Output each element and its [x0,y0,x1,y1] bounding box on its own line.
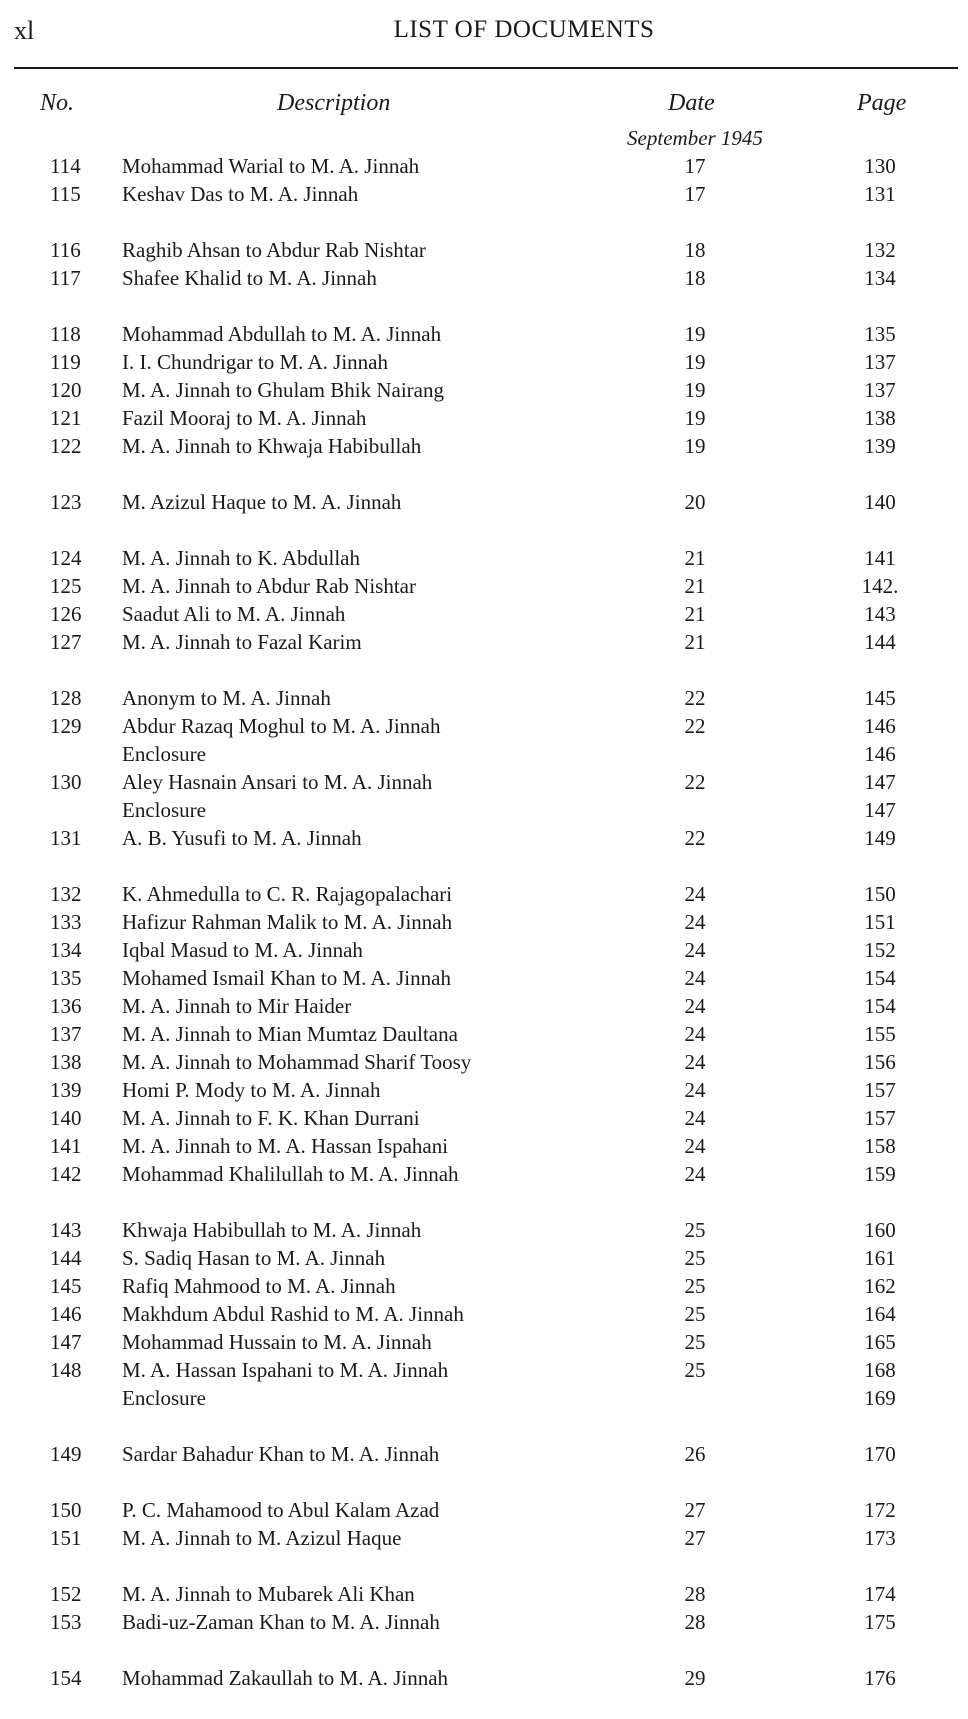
row-description: Saadut Ali to M. A. Jinnah [122,602,346,626]
row-number: 147 [50,1330,82,1354]
row-number: 121 [50,406,82,430]
row-description: M. A. Jinnah to Abdur Rab Nishtar [122,574,416,598]
column-header-description: Description [277,90,391,116]
row-description: Sardar Bahadur Khan to M. A. Jinnah [122,1442,440,1466]
row-date: 19 [684,322,706,346]
row-date: 28 [684,1582,706,1606]
row-page: 132 [864,238,896,262]
table-row [0,908,968,936]
row-page: 139 [864,434,896,458]
table-row [0,824,968,852]
row-date: 24 [684,1106,706,1130]
column-header-date: Date [668,90,715,116]
table-row [0,488,968,516]
page-title: LIST OF DOCUMENTS [393,16,655,43]
row-number: 116 [50,238,81,262]
table-row [0,1580,968,1608]
table-row [0,1300,968,1328]
row-date: 17 [684,182,706,206]
table-row [0,936,968,964]
row-description: M. A. Jinnah to Mohammad Sharif Toosy [122,1050,472,1074]
row-page: 168 [864,1358,896,1382]
table-row [0,376,968,404]
table-row [0,1104,968,1132]
table-row [0,152,968,180]
row-number: 134 [50,938,82,962]
row-number: 127 [50,630,82,654]
row-description: Aley Hasnain Ansari to M. A. Jinnah [122,770,433,794]
table-row [0,600,968,628]
row-number: 151 [50,1526,82,1550]
row-date: 25 [684,1246,706,1270]
row-page: 175 [864,1610,896,1634]
row-date: 24 [684,1022,706,1046]
document-list [0,152,968,1692]
row-description: Fazil Mooraj to M. A. Jinnah [122,406,367,430]
table-row [0,1440,968,1468]
row-description: I. I. Chundrigar to M. A. Jinnah [122,350,388,374]
row-number: 148 [50,1358,82,1382]
row-page: 169 [864,1386,896,1410]
row-description: Enclosure [122,1386,206,1410]
row-number: 140 [50,1106,82,1130]
table-row [0,1356,968,1384]
row-date: 22 [684,826,706,850]
row-description: M. A. Jinnah to K. Abdullah [122,546,361,570]
table-row [0,1384,968,1412]
row-number: 152 [50,1582,82,1606]
row-date: 24 [684,938,706,962]
row-page: 143 [864,602,896,626]
row-page: 142. [861,574,899,598]
row-page: 158 [864,1134,896,1158]
row-description: Shafee Khalid to M. A. Jinnah [122,266,377,290]
table-row [0,348,968,376]
row-page: 154 [864,994,896,1018]
row-number: 136 [50,994,82,1018]
row-page: 154 [864,966,896,990]
row-date: 22 [684,686,706,710]
table-row [0,684,968,712]
row-page: 137 [864,350,896,374]
table-row [0,1496,968,1524]
row-page: 173 [864,1526,896,1550]
row-page: 134 [864,266,896,290]
row-description: Hafizur Rahman Malik to M. A. Jinnah [122,910,453,934]
row-page: 138 [864,406,896,430]
table-row [0,572,968,600]
row-page: 159 [864,1162,896,1186]
row-description: Mohamed Ismail Khan to M. A. Jinnah [122,966,451,990]
row-page: 147 [864,770,896,794]
row-description: M. A. Jinnah to Mian Mumtaz Daultana [122,1022,458,1046]
row-date: 21 [684,630,706,654]
row-date: 25 [684,1358,706,1382]
row-date: 21 [684,546,706,570]
row-number: 114 [50,154,81,178]
table-row [0,740,968,768]
row-number: 139 [50,1078,82,1102]
table-row [0,404,968,432]
row-number: 119 [50,350,81,374]
row-description: S. Sadiq Hasan to M. A. Jinnah [122,1246,386,1270]
row-page: 156 [864,1050,896,1074]
row-page: 150 [864,882,896,906]
row-number: 123 [50,490,82,514]
table-row [0,1048,968,1076]
row-description: M. A. Jinnah to Mubarek Ali Khan [122,1582,415,1606]
table-row [0,628,968,656]
table-row [0,1076,968,1104]
row-date: 24 [684,994,706,1018]
row-number: 144 [50,1246,82,1270]
row-description: P. C. Mahamood to Abul Kalam Azad [122,1498,440,1522]
row-page: 137 [864,378,896,402]
table-row [0,1020,968,1048]
table-row [0,264,968,292]
row-number: 120 [50,378,82,402]
table-row [0,1524,968,1552]
column-header-no: No. [40,90,75,116]
table-row [0,880,968,908]
row-description: Abdur Razaq Moghul to M. A. Jinnah [122,714,441,738]
row-page: 164 [864,1302,896,1326]
row-date: 25 [684,1330,706,1354]
row-description: Rafiq Mahmood to M. A. Jinnah [122,1274,396,1298]
row-date: 18 [684,266,706,290]
row-description: Khwaja Habibullah to M. A. Jinnah [122,1218,422,1242]
table-row [0,1132,968,1160]
row-description: K. Ahmedulla to C. R. Rajagopalachari [122,882,453,906]
row-number: 146 [50,1302,82,1326]
row-page: 176 [864,1666,896,1690]
row-page: 151 [864,910,896,934]
row-description: Mohammad Abdullah to M. A. Jinnah [122,322,442,346]
row-page: 170 [864,1442,896,1466]
row-date: 19 [684,406,706,430]
row-page: 172 [864,1498,896,1522]
row-page: 161 [864,1246,896,1270]
row-page: 146 [864,714,896,738]
row-description: M. A. Hassan Ispahani to M. A. Jinnah [122,1358,449,1382]
row-date: 27 [684,1526,706,1550]
row-date: 17 [684,154,706,178]
table-row [0,964,968,992]
row-number: 135 [50,966,82,990]
row-description: Makhdum Abdul Rashid to M. A. Jinnah [122,1302,464,1326]
table-row [0,712,968,740]
row-number: 150 [50,1498,82,1522]
table-row [0,796,968,824]
row-date: 25 [684,1274,706,1298]
row-date: 19 [684,378,706,402]
row-page: 131 [864,182,896,206]
table-row [0,1608,968,1636]
row-date: 28 [684,1610,706,1634]
table-row [0,1664,968,1692]
month-label: September 1945 [627,126,763,150]
row-number: 138 [50,1050,82,1074]
row-number: 125 [50,574,82,598]
row-description: A. B. Yusufi to M. A. Jinnah [122,826,362,850]
row-page: 160 [864,1218,896,1242]
row-description: Homi P. Mody to M. A. Jinnah [122,1078,381,1102]
row-description: M. A. Jinnah to Mir Haider [122,994,352,1018]
row-page: 152 [864,938,896,962]
row-number: 130 [50,770,82,794]
row-page: 144 [864,630,896,654]
row-date: 24 [684,1078,706,1102]
row-description: Badi-uz-Zaman Khan to M. A. Jinnah [122,1610,440,1634]
row-number: 129 [50,714,82,738]
row-page: 149 [864,826,896,850]
row-date: 20 [684,490,706,514]
row-number: 143 [50,1218,82,1242]
row-number: 115 [50,182,81,206]
row-page: 130 [864,154,896,178]
row-date: 25 [684,1302,706,1326]
row-number: 145 [50,1274,82,1298]
table-row [0,544,968,572]
row-date: 22 [684,714,706,738]
row-page: 157 [864,1106,896,1130]
table-row [0,1160,968,1188]
row-number: 154 [50,1666,82,1690]
table-row [0,1328,968,1356]
row-page: 141 [864,546,896,570]
row-description: Enclosure [122,798,206,822]
row-number: 141 [50,1134,82,1158]
table-row [0,432,968,460]
row-number: 126 [50,602,82,626]
row-date: 26 [684,1442,706,1466]
row-description: M. A. Jinnah to M. A. Hassan Ispahani [122,1134,449,1158]
row-number: 117 [50,266,81,290]
row-page: 174 [864,1582,896,1606]
row-description: M. A. Jinnah to Ghulam Bhik Nairang [122,378,444,402]
row-date: 19 [684,350,706,374]
row-number: 122 [50,434,82,458]
row-date: 19 [684,434,706,458]
row-description: M. A. Jinnah to Khwaja Habibullah [122,434,422,458]
row-number: 153 [50,1610,82,1634]
row-description: Mohammad Khalilullah to M. A. Jinnah [122,1162,459,1186]
header-rule [14,67,958,69]
row-description: Enclosure [122,742,206,766]
row-description: Iqbal Masud to M. A. Jinnah [122,938,363,962]
table-row [0,320,968,348]
row-date: 25 [684,1218,706,1242]
row-date: 24 [684,1050,706,1074]
row-number: 142 [50,1162,82,1186]
row-description: M. A. Jinnah to Fazal Karim [122,630,362,654]
row-date: 21 [684,602,706,626]
row-date: 24 [684,882,706,906]
row-date: 24 [684,910,706,934]
row-date: 24 [684,1134,706,1158]
row-page: 147 [864,798,896,822]
row-description: M. A. Jinnah to F. K. Khan Durrani [122,1106,420,1130]
row-number: 118 [50,322,81,346]
row-page: 162 [864,1274,896,1298]
row-description: Anonym to M. A. Jinnah [122,686,331,710]
row-date: 22 [684,770,706,794]
row-number: 137 [50,1022,82,1046]
row-date: 27 [684,1498,706,1522]
row-number: 131 [50,826,82,850]
table-row [0,180,968,208]
table-row [0,1272,968,1300]
row-description: Mohammad Zakaullah to M. A. Jinnah [122,1666,449,1690]
row-description: Mohammad Hussain to M. A. Jinnah [122,1330,432,1354]
row-description: Mohammad Warial to M. A. Jinnah [122,154,420,178]
table-row [0,992,968,1020]
row-date: 24 [684,966,706,990]
row-number: 149 [50,1442,82,1466]
page-number: xl [14,16,35,45]
table-row [0,1244,968,1272]
row-description: M. A. Jinnah to M. Azizul Haque [122,1526,402,1550]
table-row [0,768,968,796]
row-page: 157 [864,1078,896,1102]
row-page: 135 [864,322,896,346]
row-page: 165 [864,1330,896,1354]
row-number: 133 [50,910,82,934]
row-date: 29 [684,1666,706,1690]
row-date: 21 [684,574,706,598]
row-number: 128 [50,686,82,710]
row-number: 132 [50,882,82,906]
row-date: 24 [684,1162,706,1186]
row-page: 140 [864,490,896,514]
row-number: 124 [50,546,82,570]
row-description: Raghib Ahsan to Abdur Rab Nishtar [122,238,426,262]
row-page: 145 [864,686,896,710]
row-description: M. Azizul Haque to M. A. Jinnah [122,490,402,514]
row-description: Keshav Das to M. A. Jinnah [122,182,359,206]
row-date: 18 [684,238,706,262]
table-row [0,1216,968,1244]
row-page: 155 [864,1022,896,1046]
row-page: 146 [864,742,896,766]
column-header-page: Page [857,90,907,116]
table-row [0,236,968,264]
